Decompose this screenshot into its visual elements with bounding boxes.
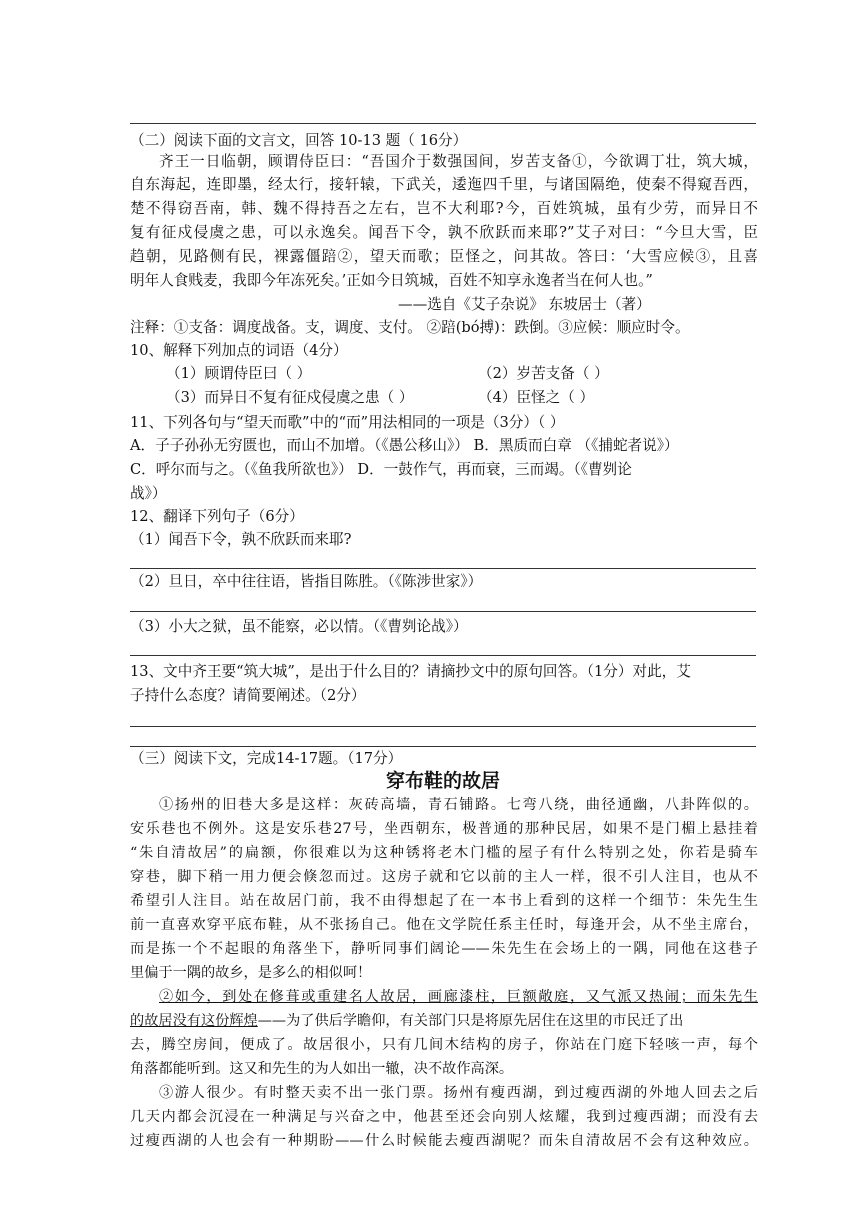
paragraph-2-line: 角落都能听到。这又和先生的为人如出一辙，决不故作高深。 (130, 1061, 514, 1077)
answer-line[interactable] (130, 746, 756, 747)
question-10-item-2: （2）岁苦支备（ ） (478, 365, 609, 382)
section2-heading: （二）阅读下面的文言文，回答 10-13 题（ 16分） (130, 132, 468, 149)
section3-heading: （三）阅读下文，完成14-17题。（17分） (130, 750, 403, 767)
question-13-line-2: 子持什么态度？请简要阐述。（2分） (130, 687, 366, 704)
question-10-stem: 10、解释下列加点的词语（4分） (130, 342, 348, 359)
question-11-options-ab: A．子子孙孙无穷匮也，而山不加增。（《愚公移山》） B．黑质而白章 （《捕蛇者说》） (130, 437, 679, 454)
paragraph-1-line: 里偏于一隅的故乡，是多么的相似呵！ (130, 965, 372, 981)
paragraph-3-line: ③游人很少。有时整天卖不出一张门票。扬州有瘦西湖，到过瘦西湖的外地人回去之后 (159, 1085, 758, 1101)
paragraph-2-line-2 (130, 1011, 758, 1031)
passage-source: ——选自《艾子杂说》 东坡居士（著） (398, 296, 651, 313)
paragraph-3-line: 过瘦西湖的人也会有一种期盼——什么时候能去瘦西湖呢？而朱自清故居不会有这种效应。 (130, 1133, 758, 1149)
paragraph-3-line: 几天内都会沉浸在一种满足与兴奋之中，他甚至还会向别人炫耀，我到过瘦西湖；而没有去 (130, 1109, 758, 1125)
passage-line: 楚不得窃吾南，韩、魏不得持吾之左右，岂不大利耶?今，百姓筑城，虽有少劳，而异日不 (130, 200, 758, 217)
question-12-sentence-3: （3）小大之狱，虽不能察，必以情。（《曹刿论战》） (130, 618, 468, 635)
top-rule (130, 123, 756, 124)
question-11-options-cont: 战》） (130, 485, 167, 502)
article-title: 穿布鞋的故居 (385, 770, 500, 792)
question-10-item-3: （3）而异日不复有征戍侵虞之患（ ） (166, 389, 414, 406)
paragraph-1-line: “朱自清故居”的扁额，你很难以为这种锈将老木门槛的屋子有什么特别之处，你若是骑车 (130, 845, 758, 861)
paragraph-1-line: ①扬州的旧巷大多是这样：灰砖高墙，青石铺路。七弯八绕，曲径通幽，八卦阵似的。 (159, 797, 758, 813)
answer-line[interactable] (130, 568, 756, 569)
passage-line: 齐王一日临朝，顾谓侍臣曰：“吾国介于数强国间，岁苦支备①，今欲调丁壮，筑大城， (159, 153, 758, 170)
paragraph-2-underlined: 的故居没有这份辉煌 (130, 1013, 258, 1029)
question-11-stem: 11、下列各句与“望天而歌”中的“而”用法相同的一项是（3分）（ ） (130, 414, 565, 431)
question-13-line-1: 13、文中齐王要“筑大城”，是出于什么目的？请摘抄文中的原句回答。（1分）对此，艾 (130, 663, 691, 680)
paragraph-1-line: 希望引人注目。站在故居门前，我不由得想起了在一本书上看到的这样一个细节：朱先生生 (130, 893, 758, 909)
paragraph-1-line: 穿巷，脚下稍一用力便会倏忽而过。这房子就和它以前的主人一样，很不引人注目，也从不 (130, 869, 758, 885)
paragraph-2-text: ——为了供后学瞻仰，有关部门只是将原先居住在这里的市民迁了出 (257, 1013, 684, 1029)
question-11-options-cd: C．呼尔而与之。（《鱼我所欲也》） D．一鼓作气，再而衰，三而竭。（《曹刿论 (130, 461, 632, 478)
question-10-item-1: （1）顾谓侍臣曰（ ） (166, 365, 312, 382)
paragraph-1-line: 而是拣一个不起眼的角落坐下，静听同事们阔论——朱先生在会场上的一隅，同他在这巷子 (130, 941, 758, 957)
paragraph-2-line: 去，腾空房间，便成了。故居很小，只有几间木结构的房子，你站在门庭下轻咳一声，每个 (130, 1037, 758, 1053)
paragraph-1-line: 安乐巷也不例外。这是安乐巷27号，坐西朝东，极普通的那种民居，如果不是门楣上悬挂着 (130, 821, 758, 837)
answer-line[interactable] (130, 726, 756, 727)
passage-line: 复有征戍侵虞之患，可以永逸矣。闻吾下令，孰不欣跃而来耶?”艾子对曰：“今旦大雪，臣 (130, 224, 758, 241)
question-10-item-4: （4）臣怪之（ ） (478, 389, 595, 406)
question-12-sentence-1: （1）闻吾下令，孰不欣跃而来耶? (130, 531, 352, 548)
passage-line: 自东海起，连即墨，经太行，接轩辕，下武关，逶迤四千里，与诸国隔绝，使秦不得窥吾西， (130, 176, 758, 193)
question-12-stem: 12、翻译下列句子（6分） (130, 508, 304, 525)
passage-line: 明年人食贱麦，我即今年冻死矣。’正如今日筑城，百姓不知享永逸者当在何人也。” (130, 272, 653, 289)
paragraph-1-line: 前一直喜欢穿平底布鞋，从不张扬自己。他在文学院任系主任时，每逢开会，从不坐主席台， (130, 917, 758, 933)
question-12-sentence-2: （2）旦日，卒中往往语，皆指目陈胜。（《陈涉世家》） (130, 573, 483, 590)
answer-line[interactable] (130, 655, 756, 656)
passage-notes: 注释：①支备：调度战备。支，调度、支付。 ②踣(bó搏)：跌倒。③应候：顺应时令。 (130, 319, 690, 336)
answer-line[interactable] (130, 611, 756, 612)
passage-line: 趋朝，见路侧有民，裸露僵踣②，望天而歌；臣怪之，问其故。答曰：‘大雪应候③，且喜 (130, 248, 758, 265)
paragraph-2-underlined: ②如今，到处在修葺或重建名人故居，画廊漆柱，巨额敞庭，又气派又热闹；而朱先生 (159, 989, 758, 1005)
